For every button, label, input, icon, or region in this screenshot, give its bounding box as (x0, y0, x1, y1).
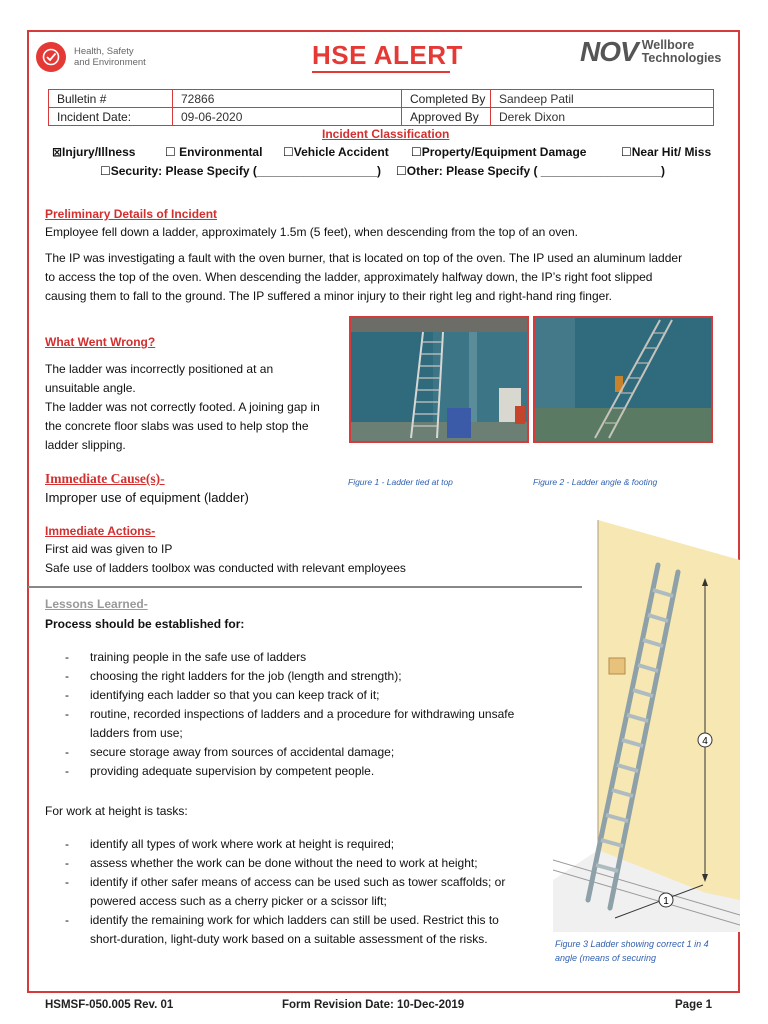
wrong-line: The ladder was not correctly footed. A joining gap in (45, 400, 320, 414)
table-row (49, 90, 714, 108)
wrong-line: ladder slipping. (45, 438, 126, 452)
action-line: First aid was given to IP (45, 542, 173, 556)
nov-text-line1: Wellbore (641, 38, 695, 52)
wrong-line: The ladder was incorrectly positioned at an (45, 362, 274, 376)
nov-logo (580, 36, 721, 68)
bulletin-label: Bulletin # (49, 90, 173, 108)
classification-row-2 (100, 164, 665, 178)
figure-1-caption: Figure 1 - Ladder tied at top (348, 477, 453, 487)
checkbox-security[interactable]: ☐Security: Please Specify (__________________) (100, 164, 381, 178)
hse-logo-line2: and Environment (74, 57, 146, 68)
checkbox-property-damage[interactable]: ☐Property/Equipment Damage (411, 145, 587, 159)
wrong-line: the concrete floor slabs was used to help stop the (45, 419, 309, 433)
figure-3-ladder-illustration (553, 520, 740, 932)
lessons-intro: Process should be established for: (45, 617, 245, 631)
list-item: - assess whether the work can be done without the need to work at height; (65, 854, 505, 873)
incident-date-value: 09-06-2020 (173, 108, 402, 126)
figure-3-caption-line1: Figure 3 Ladder showing correct 1 in 4 (555, 939, 709, 949)
footer-revision-date: Form Revision Date: 10-Dec-2019 (282, 999, 465, 1011)
list-item: powered access such as a cherry picker or a scissor lift; (90, 894, 387, 908)
lessons-list (65, 648, 514, 781)
list-item: - identify the remaining work for which ladders can still be used. Restrict this to (65, 911, 505, 930)
preliminary-line-1: The IP was investigating a fault with the oven burner, that is located on top of the oven. The IP used an aluminum ladder (45, 251, 683, 265)
figure-3-caption (555, 937, 709, 965)
footer-doc-id: HSMSF-050.005 Rev. 01 (45, 999, 174, 1011)
preliminary-line-3: causing them to fall to the ground. The IP suffered a minor injury to their right leg and right-hand ring finger. (45, 289, 612, 303)
bulletin-info-table (48, 89, 714, 126)
incident-classification-title: Incident Classification (322, 127, 450, 141)
bulletin-value: 72866 (173, 90, 402, 108)
list-item: - identify all types of work where work at height is required; (65, 835, 505, 854)
figure-2-photo (533, 316, 713, 443)
classification-row-1 (52, 145, 711, 159)
height-intro: For work at height is tasks: (45, 804, 188, 818)
preliminary-para-2 (45, 249, 682, 306)
list-item: - training people in the safe use of ladders (65, 648, 514, 667)
wrong-line: unsuitable angle. (45, 381, 136, 395)
list-item: - choosing the right ladders for the job (length and strength); (65, 667, 514, 686)
checkbox-injury-illness[interactable]: ⊠Injury/Illness (52, 145, 136, 159)
preliminary-para-1: Employee fell down a ladder, approximately 1.5m (5 feet), when descending from the top of an oven. (45, 225, 578, 239)
list-item: short-duration, light-duty work based on a suitable assessment of the risks. (90, 932, 488, 946)
lessons-heading: Lessons Learned- (45, 597, 148, 611)
nov-mark: NOV (580, 36, 638, 67)
hse-logo (36, 40, 146, 74)
figure-1-photo (349, 316, 529, 443)
immediate-causes-heading: Immediate Cause(s)- (45, 471, 165, 486)
what-went-wrong-heading: What Went Wrong? (45, 335, 156, 349)
list-item: - identifying each ladder so that you can keep track of it; (65, 686, 514, 705)
preliminary-line-2: to access the top of the oven. When descending the ladder, approximately halfway down, the IP’s right foot slipped (45, 270, 653, 284)
immediate-causes-text: Improper use of equipment (ladder) (45, 490, 249, 505)
approved-by-label: Approved By (402, 108, 491, 126)
checkbox-environmental[interactable]: ☐ Environmental (165, 145, 263, 159)
immediate-actions-text (45, 540, 406, 578)
figure-3-caption-line2: angle (means of securing (555, 953, 657, 963)
hse-logo-line1: Health, Safety (74, 46, 134, 57)
check-circle-icon (36, 42, 66, 72)
completed-by-label: Completed By (402, 90, 491, 108)
what-went-wrong-text (45, 360, 320, 455)
approved-by-value: Derek Dixon (491, 108, 714, 126)
immediate-actions-heading: Immediate Actions- (45, 524, 156, 538)
page-title: HSE ALERT (312, 40, 463, 70)
list-item: ladders from use; (90, 726, 183, 740)
preliminary-heading: Preliminary Details of Incident (45, 207, 218, 221)
list-item: - identify if other safer means of access can be used such as tower scaffolds; or (65, 873, 505, 892)
completed-by-value: Sandeep Patil (491, 90, 714, 108)
ladder-label-4: 4 (702, 736, 708, 747)
height-list (65, 835, 505, 949)
table-row (49, 108, 714, 126)
action-line: Safe use of ladders toolbox was conducted with relevant employees (45, 561, 406, 575)
ladder-label-1: 1 (663, 896, 669, 907)
checkbox-vehicle-accident[interactable]: ☐Vehicle Accident (283, 145, 389, 159)
list-item: - providing adequate supervision by competent people. (65, 762, 514, 781)
incident-date-label: Incident Date: (49, 108, 173, 126)
figure-2-caption: Figure 2 - Ladder angle & footing (533, 477, 658, 487)
checkbox-other[interactable]: ☐Other: Please Specify ( __________________) (396, 164, 665, 178)
nov-text-line2: Technologies (641, 51, 722, 65)
checkbox-near-hit-miss[interactable]: ☐Near Hit/ Miss (621, 145, 712, 159)
list-item: - secure storage away from sources of accidental damage; (65, 743, 514, 762)
section-divider (28, 586, 582, 588)
footer-page-number: Page 1 (675, 999, 713, 1011)
title-underline (312, 71, 450, 73)
list-item: - routine, recorded inspections of ladders and a procedure for withdrawing unsafe (65, 705, 514, 724)
